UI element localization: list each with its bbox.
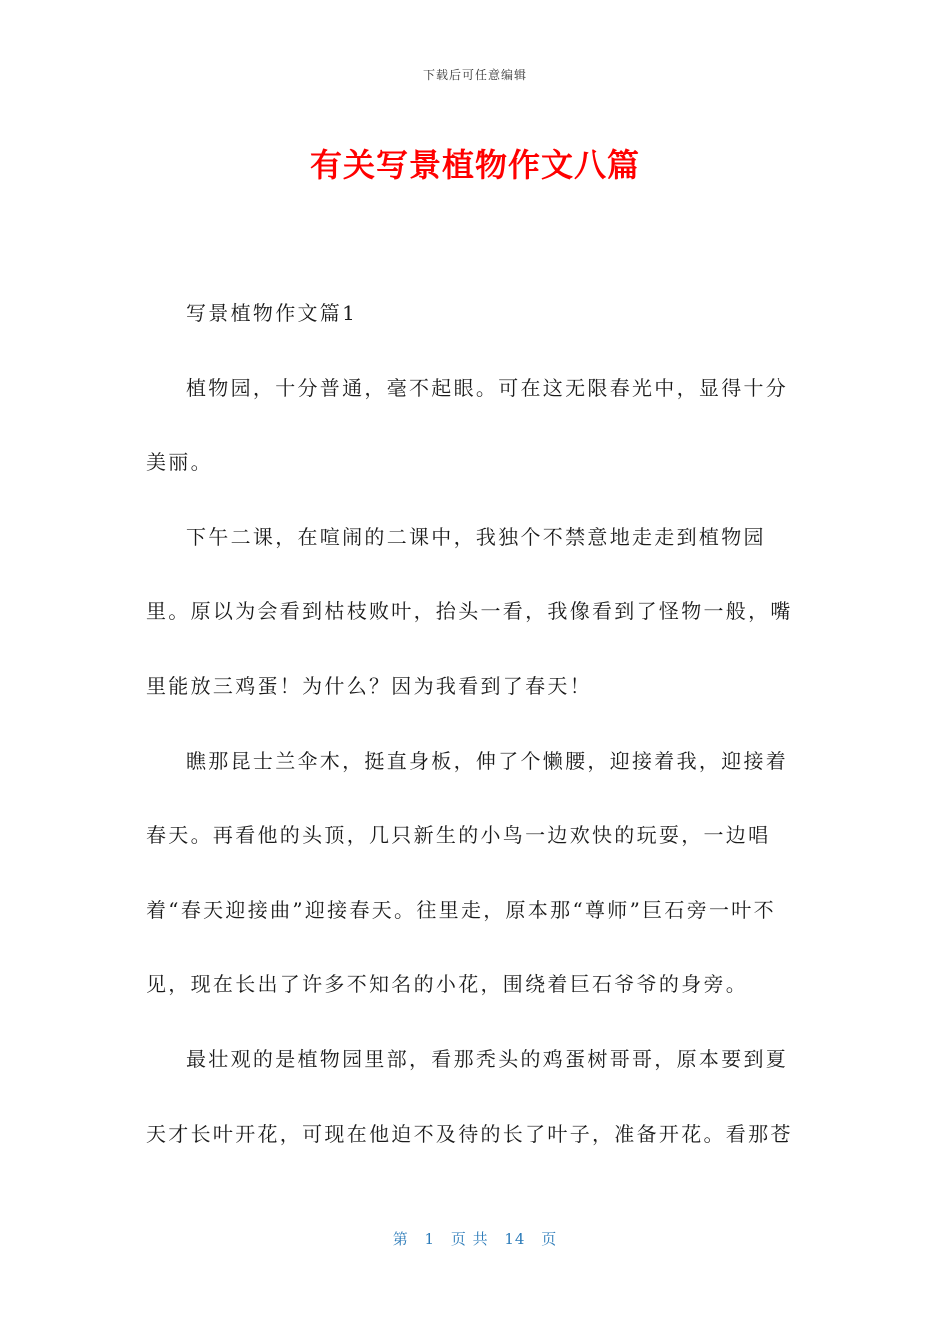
- header-note: 下载后可任意编辑: [422, 68, 527, 82]
- paragraph: 下午二课，在喧闹的二课中，我独个不禁意地走走到植物园里。原以为会看到枯枝败叶，抬头一看，我像看到了怪物一般，嘴里能放三鸡蛋！为什么？因为我看到了春天！: [146, 524, 793, 698]
- paragraph: 植物园，十分普通，毫不起眼。可在这无限春光中，显得十分美丽。: [146, 375, 789, 475]
- footer-label-pages: 页: [541, 1230, 558, 1248]
- paragraph: 瞧那昆士兰伞木，挺直身板，伸了个懒腰，迎接着我，迎接着春天。再看他的头顶，几只新生的小鸟一边欢快的玩耍，一边唱着“春天迎接曲”迎接春天。往里走，原本那“尊师”巨石旁一叶不见，现在长出了许多不知名的小花，围绕着巨石爷爷的身旁。: [146, 748, 789, 997]
- footer-total-pages: 14: [504, 1230, 526, 1248]
- section-heading: 写景植物作文篇1: [186, 301, 358, 325]
- page-footer: [0, 1228, 950, 1249]
- footer-label-of: 页 共: [450, 1230, 489, 1248]
- document-title: 有关写景植物作文八篇: [309, 146, 640, 184]
- document-body: [146, 276, 806, 1171]
- paragraph: 最壮观的是植物园里部，看那秃头的鸡蛋树哥哥，原本要到夏天才长叶开花，可现在他迫不及待的长了叶子，准备开花。看那苍: [146, 1046, 793, 1146]
- footer-current-page: 1: [424, 1230, 436, 1248]
- footer-label-page: 第: [392, 1230, 409, 1248]
